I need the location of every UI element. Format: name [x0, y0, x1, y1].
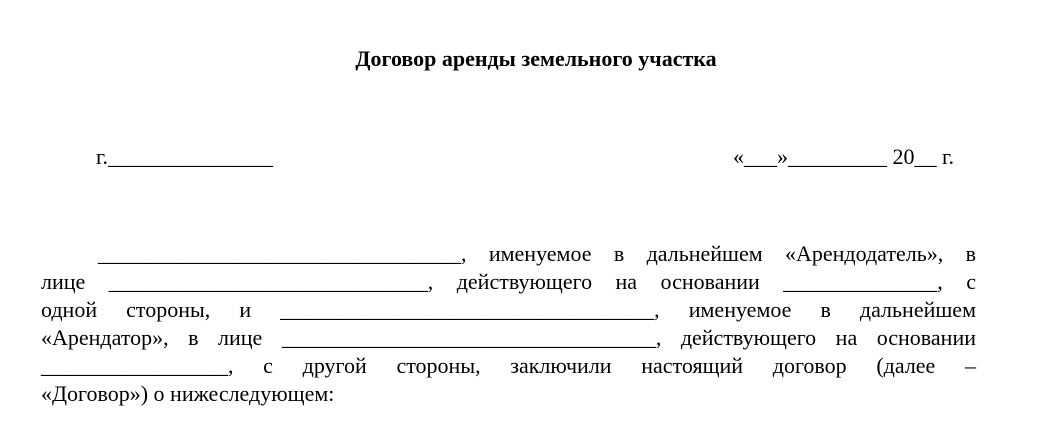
city-field: г._______________: [96, 144, 274, 169]
preamble-line-3: одной стороны, и __________________________________, именуемое в дальнейшем: [41, 297, 976, 322]
preamble-line-6: «Договор») о нижеследующем:: [41, 381, 335, 406]
preamble-line-5: _________________, с другой стороны, заключили настоящий договор (далее –: [41, 353, 976, 378]
contract-preamble: [41, 240, 976, 408]
date-field: «___»_________ 20__ г.: [732, 144, 954, 169]
preamble-line-4: «Арендатор», в лице __________________________________, действующего на основании: [41, 325, 976, 350]
preamble-line-2: лице _____________________________, действующего на основании ______________, с: [41, 269, 976, 294]
preamble-line-1: _________________________________, именуемое в дальнейшем «Арендодатель», в: [98, 241, 976, 266]
document-title: Договор аренды земельного участка: [355, 46, 717, 71]
